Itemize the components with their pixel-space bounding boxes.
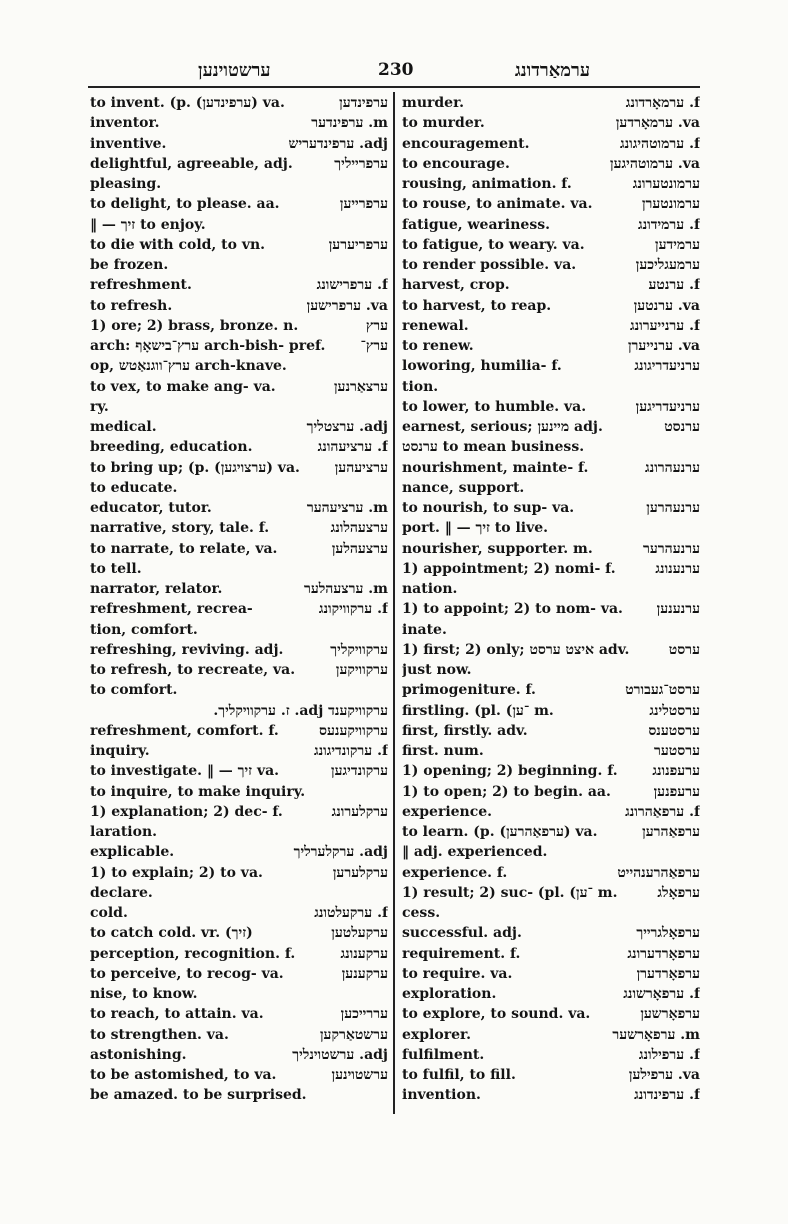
dictionary-line bbox=[90, 822, 388, 842]
dictionary-line bbox=[90, 296, 388, 316]
dictionary-line bbox=[402, 478, 700, 498]
dictionary-line bbox=[90, 1004, 388, 1024]
english-gloss: astonishing. bbox=[90, 1046, 187, 1063]
yiddish-headword: ערקלערונג bbox=[331, 803, 388, 820]
yiddish-headword: f. ערפילונג bbox=[638, 1046, 700, 1063]
yiddish-headword: ערמידען bbox=[655, 236, 700, 253]
dictionary-line bbox=[90, 397, 388, 417]
yiddish-headword: ערפאָלגרייך bbox=[636, 925, 700, 942]
dictionary-line bbox=[402, 194, 700, 214]
yiddish-headword: va. ערנייערן bbox=[627, 338, 700, 354]
dictionary-line bbox=[90, 761, 388, 781]
english-gloss: successful. adj. bbox=[402, 925, 522, 942]
dictionary-line bbox=[90, 863, 388, 883]
yiddish-headword: ערפינדען bbox=[339, 95, 388, 111]
english-gloss: to nourish, to sup- va. bbox=[402, 500, 575, 516]
dictionary-line bbox=[90, 174, 388, 194]
yiddish-headword: ערנעהרער bbox=[642, 540, 700, 557]
english-gloss: 1) first; 2) only; איצט ערסט adv. bbox=[402, 641, 630, 658]
english-gloss: to render possible. va. bbox=[402, 257, 577, 273]
english-gloss: to catch cold. vr. (זיך) bbox=[90, 925, 253, 942]
dictionary-line bbox=[90, 883, 388, 903]
english-gloss: 1) result; 2) suc- (pl. (־ען m. bbox=[402, 884, 618, 901]
running-head-left: ערשטוינען bbox=[198, 60, 271, 81]
english-gloss: refreshing, reviving. adj. bbox=[90, 641, 284, 658]
dictionary-line bbox=[90, 842, 388, 862]
yiddish-headword: m. ערצעהלער bbox=[303, 581, 388, 597]
english-gloss: to reach, to attain. va. bbox=[90, 1006, 264, 1023]
yiddish-headword: ערקענונג bbox=[340, 945, 388, 962]
dictionary-line bbox=[402, 761, 700, 781]
dictionary-line bbox=[402, 518, 700, 538]
yiddish-headword: ערסטלינג bbox=[649, 702, 700, 719]
english-gloss: fatigue, weariness. bbox=[402, 216, 550, 233]
dictionary-line bbox=[90, 1045, 388, 1065]
english-gloss: pleasing. bbox=[90, 176, 162, 192]
english-gloss: to murder. bbox=[402, 115, 485, 132]
english-gloss: cess. bbox=[402, 905, 441, 921]
yiddish-headword: adj. ערפינדעריש bbox=[288, 135, 388, 152]
dictionary-line bbox=[90, 741, 388, 761]
yiddish-headword: ערציעהען bbox=[334, 459, 388, 476]
dictionary-line bbox=[402, 903, 700, 923]
yiddish-headword: ערסטער bbox=[653, 743, 700, 759]
dictionary-line bbox=[90, 316, 388, 336]
english-gloss: primogeniture. f. bbox=[402, 682, 536, 699]
dictionary-line bbox=[90, 680, 388, 700]
dictionary-line bbox=[402, 802, 700, 822]
dictionary-line bbox=[402, 113, 700, 133]
dictionary-line bbox=[90, 377, 388, 397]
dictionary-line bbox=[90, 215, 388, 235]
dictionary-line bbox=[402, 701, 700, 721]
yiddish-headword: ערפרייליך bbox=[334, 155, 388, 172]
dictionary-line bbox=[90, 1065, 388, 1085]
english-gloss: to refresh. bbox=[90, 297, 173, 314]
dictionary-line bbox=[402, 336, 700, 356]
dictionary-line bbox=[90, 539, 388, 559]
yiddish-headword: ערסט־געבורט bbox=[625, 682, 700, 699]
dictionary-line bbox=[402, 944, 700, 964]
yiddish-headword: f. ערמאָרדונג bbox=[625, 95, 700, 111]
english-gloss: narrator, relator. bbox=[90, 581, 223, 597]
dictionary-line bbox=[90, 134, 388, 154]
dictionary-line bbox=[90, 417, 388, 437]
yiddish-headword: ערנענונג bbox=[655, 560, 700, 577]
dictionary-line bbox=[90, 701, 388, 721]
yiddish-headword: ערעפנען bbox=[653, 783, 700, 800]
dictionary-line bbox=[402, 883, 700, 903]
english-gloss: 1) to appoint; 2) to nom- va. bbox=[402, 601, 623, 618]
dictionary-line bbox=[90, 1085, 388, 1105]
yiddish-headword: ערקונדיגען bbox=[331, 763, 388, 780]
dictionary-line bbox=[402, 255, 700, 275]
yiddish-headword: adj. ערשטוינליך bbox=[292, 1046, 388, 1063]
yiddish-headword: ערניעדריגונג bbox=[634, 358, 700, 375]
english-gloss: experience. f. bbox=[402, 864, 508, 881]
english-gloss: cold. bbox=[90, 905, 128, 921]
right-column bbox=[402, 93, 700, 1106]
yiddish-headword: ערפריערען bbox=[328, 236, 388, 253]
dictionary-line bbox=[402, 1085, 700, 1105]
yiddish-headword: ערפאָרדערן bbox=[636, 965, 700, 982]
english-gloss: refreshment, recrea- bbox=[90, 601, 253, 618]
dictionary-line bbox=[402, 539, 700, 559]
english-gloss: nance, support. bbox=[402, 479, 525, 496]
english-gloss: inventive. bbox=[90, 135, 167, 152]
english-gloss: to bring up; (p. (ערצויגען) va. bbox=[90, 459, 300, 476]
english-gloss: delightful, agreeable, adj. bbox=[90, 155, 293, 172]
yiddish-headword: ערסטענס bbox=[648, 722, 700, 739]
english-gloss: 1) opening; 2) beginning. f. bbox=[402, 763, 618, 780]
yiddish-headword: ערצאַרנען bbox=[333, 378, 388, 395]
dictionary-line bbox=[90, 478, 388, 498]
english-gloss: rousing, animation. f. bbox=[402, 176, 572, 192]
dictionary-line bbox=[402, 599, 700, 619]
yiddish-headword: f. ערפאַהרונג bbox=[625, 803, 700, 820]
english-gloss: to inquire, to make inquiry. bbox=[90, 783, 306, 800]
yiddish-headword: ערקעלטען bbox=[331, 925, 388, 942]
yiddish-headword: ערניעדריגען bbox=[635, 398, 700, 415]
dictionary-line bbox=[90, 255, 388, 275]
yiddish-headword: ערנעהרען bbox=[646, 500, 700, 516]
dictionary-line bbox=[402, 721, 700, 741]
english-gloss: refreshment. bbox=[90, 277, 192, 294]
yiddish-headword: m. ערציעהער bbox=[306, 500, 388, 516]
dictionary-line bbox=[90, 1025, 388, 1045]
dictionary-line bbox=[402, 134, 700, 154]
english-gloss: ערנסט to mean business. bbox=[402, 439, 585, 456]
english-gloss: medical. bbox=[90, 419, 157, 435]
english-gloss: 1) explanation; 2) dec- f. bbox=[90, 803, 283, 820]
english-gloss: perception, recognition. f. bbox=[90, 945, 296, 962]
yiddish-headword: ערמעגליכען bbox=[635, 257, 700, 273]
dictionary-line bbox=[402, 1004, 700, 1024]
dictionary-line bbox=[90, 721, 388, 741]
dictionary-line bbox=[90, 903, 388, 923]
english-gloss: murder. bbox=[402, 95, 465, 111]
dictionary-line bbox=[402, 579, 700, 599]
english-gloss: to lower, to humble. va. bbox=[402, 398, 587, 415]
english-gloss: earnest, serious; מיינען adj. bbox=[402, 419, 603, 435]
page-number: 230 bbox=[378, 60, 414, 80]
english-gloss: refreshment, comfort. f. bbox=[90, 722, 279, 739]
yiddish-headword: עררייכען bbox=[340, 1006, 388, 1023]
page-header bbox=[88, 52, 700, 88]
english-gloss: to educate. bbox=[90, 479, 178, 496]
yiddish-headword: va. ערפילען bbox=[628, 1067, 700, 1083]
english-gloss: firstling. (pl. (־ען m. bbox=[402, 702, 554, 719]
dictionary-line bbox=[402, 741, 700, 761]
dictionary-line bbox=[90, 559, 388, 579]
yiddish-headword: ערפאָרדערונג bbox=[627, 945, 700, 962]
yiddish-headword: ערפרייען bbox=[339, 196, 388, 213]
english-gloss: educator, tutor. bbox=[90, 500, 212, 516]
yiddish-headword: ערקוויקענעס bbox=[319, 722, 388, 739]
dictionary-line bbox=[90, 498, 388, 518]
yiddish-headword: ערפאַהרענהייט bbox=[617, 864, 700, 881]
dictionary-line bbox=[402, 863, 700, 883]
dictionary-line bbox=[402, 984, 700, 1004]
yiddish-headword: ערנעהרונג bbox=[645, 459, 700, 476]
left-column bbox=[90, 93, 388, 1106]
english-gloss: explicable. bbox=[90, 844, 175, 861]
english-gloss: breeding, education. bbox=[90, 439, 253, 456]
yiddish-headword: ערץ bbox=[365, 317, 388, 334]
dictionary-line bbox=[90, 782, 388, 802]
dictionary-line bbox=[402, 842, 700, 862]
dictionary-line bbox=[402, 1065, 700, 1085]
dictionary-line bbox=[90, 113, 388, 133]
dictionary-line bbox=[402, 559, 700, 579]
dictionary-line bbox=[90, 579, 388, 599]
english-gloss: just now. bbox=[402, 662, 472, 678]
english-gloss: to renew. bbox=[402, 338, 474, 354]
english-gloss: tion, comfort. bbox=[90, 621, 198, 638]
english-gloss: to learn. (p. (ערפאַהרען) va. bbox=[402, 824, 598, 840]
dictionary-line bbox=[90, 923, 388, 943]
english-gloss: narrative, story, tale. f. bbox=[90, 520, 270, 537]
english-gloss: to perceive, to recog- va. bbox=[90, 965, 284, 982]
yiddish-headword: f. ערנטע bbox=[648, 277, 700, 294]
english-gloss: nourisher, supporter. m. bbox=[402, 540, 593, 557]
dictionary-line bbox=[402, 620, 700, 640]
english-gloss: op, ערץ־ווגנאַטש arch-knave. bbox=[90, 358, 287, 375]
dictionary-line bbox=[402, 822, 700, 842]
english-gloss: to rouse, to animate. va. bbox=[402, 196, 593, 213]
english-gloss: encouragement. bbox=[402, 135, 530, 152]
yiddish-headword: f. ערפינדונג bbox=[634, 1087, 700, 1104]
dictionary-line bbox=[402, 235, 700, 255]
dictionary-line bbox=[402, 458, 700, 478]
english-gloss: 1) to explain; 2) to va. bbox=[90, 864, 263, 881]
dictionary-line bbox=[90, 458, 388, 478]
english-gloss: to tell. bbox=[90, 560, 142, 577]
dictionary-line bbox=[402, 498, 700, 518]
dictionary-line bbox=[90, 802, 388, 822]
english-gloss: to fulfil, to fill. bbox=[402, 1067, 516, 1083]
yiddish-headword: va. ערפרישען bbox=[306, 297, 388, 314]
english-gloss: nise, to know. bbox=[90, 986, 198, 1002]
english-gloss: ‖ adj. experienced. bbox=[402, 844, 548, 861]
english-gloss: inate. bbox=[402, 621, 447, 638]
dictionary-line bbox=[90, 275, 388, 295]
yiddish-headword: f. ערמוטהיגונג bbox=[619, 135, 700, 152]
english-gloss: to narrate, to relate, va. bbox=[90, 540, 278, 557]
yiddish-headword: f. ערמידונג bbox=[637, 216, 700, 233]
yiddish-headword: ערצעהלונג bbox=[330, 520, 388, 537]
english-gloss: be amazed. to be surprised. bbox=[90, 1087, 307, 1104]
yiddish-headword: ערקוויקליך bbox=[330, 641, 388, 658]
english-gloss: 1) ore; 2) brass, bronze. n. bbox=[90, 317, 299, 334]
yiddish-headword: adj. ערצטליך bbox=[306, 419, 388, 435]
english-gloss: requirement. f. bbox=[402, 945, 521, 962]
dictionary-line bbox=[90, 154, 388, 174]
english-gloss: to be astomished, to va. bbox=[90, 1067, 277, 1083]
dictionary-line bbox=[402, 660, 700, 680]
yiddish-headword: ערעפנונג bbox=[652, 763, 700, 780]
yiddish-headword: adj. ערקלערליך bbox=[293, 844, 388, 861]
dictionary-line bbox=[90, 660, 388, 680]
english-gloss: to strengthen. va. bbox=[90, 1026, 229, 1043]
dictionary-line bbox=[402, 417, 700, 437]
dictionary-line bbox=[402, 154, 700, 174]
yiddish-headword: ערשטאַרקען bbox=[319, 1026, 388, 1043]
yiddish-headword: f. ערפאָרשונג bbox=[623, 986, 700, 1002]
english-gloss: to explore, to sound. va. bbox=[402, 1006, 591, 1023]
english-gloss: to die with cold, to vn. bbox=[90, 236, 266, 253]
yiddish-headword: ערקענען bbox=[341, 965, 388, 982]
yiddish-headword: ערץ־ bbox=[360, 338, 388, 354]
yiddish-headword: ערנענען bbox=[656, 601, 700, 618]
english-gloss: first. num. bbox=[402, 743, 484, 759]
yiddish-headword: va. ערמאָרדען bbox=[615, 115, 700, 132]
dictionary-line bbox=[402, 356, 700, 376]
english-gloss: first, firstly. adv. bbox=[402, 722, 528, 739]
yiddish-headword: f. ערקעלטונג bbox=[314, 905, 388, 921]
english-gloss: experience. bbox=[402, 803, 493, 820]
english-gloss: inquiry. bbox=[90, 743, 150, 759]
english-gloss: inventor. bbox=[90, 115, 160, 132]
dictionary-line bbox=[90, 356, 388, 376]
dictionary-line bbox=[402, 397, 700, 417]
english-gloss: harvest, crop. bbox=[402, 277, 510, 294]
english-gloss: to refresh, to recreate, va. bbox=[90, 662, 296, 678]
english-gloss: tion. bbox=[402, 378, 439, 395]
dictionary-line bbox=[402, 640, 700, 660]
running-head-right: ערמאַרדונג bbox=[514, 60, 590, 81]
yiddish-headword: f. ערקונדיגונג bbox=[314, 743, 388, 759]
english-gloss: to invent. (p. (ערפינדען) va. bbox=[90, 95, 285, 111]
yiddish-headword: ערפאַהרען bbox=[642, 824, 700, 840]
dictionary-line bbox=[90, 599, 388, 619]
english-gloss: 1) appointment; 2) nomi- f. bbox=[402, 560, 616, 577]
dictionary-line bbox=[90, 964, 388, 984]
english-gloss: fulfilment. bbox=[402, 1046, 485, 1063]
english-gloss: renewal. bbox=[402, 317, 469, 334]
english-gloss: ‖ — זיך to enjoy. bbox=[90, 216, 206, 233]
dictionary-line bbox=[90, 640, 388, 660]
dictionary-line bbox=[402, 964, 700, 984]
yiddish-headword: va. ערנטען bbox=[633, 297, 700, 314]
english-gloss: to fatigue, to weary. va. bbox=[402, 236, 585, 253]
yiddish-headword: ערפאָלג bbox=[657, 884, 700, 901]
yiddish-headword: ערשטוינען bbox=[331, 1067, 388, 1083]
english-gloss: port. ‖ — זיך to live. bbox=[402, 520, 549, 537]
dictionary-line bbox=[402, 174, 700, 194]
english-gloss: to harvest, to reap. bbox=[402, 297, 552, 314]
english-gloss: laration. bbox=[90, 824, 158, 840]
yiddish-headword: ערפאָרשען bbox=[640, 1006, 700, 1023]
dictionary-line bbox=[90, 194, 388, 214]
dictionary-line bbox=[402, 782, 700, 802]
yiddish-headword: ערצעהלען bbox=[331, 540, 388, 557]
dictionary-line bbox=[402, 93, 700, 113]
dictionary-line bbox=[90, 984, 388, 1004]
yiddish-headword: ערקוויקענד adj. ז. ערקוויקליך. bbox=[213, 702, 388, 719]
english-gloss: nation. bbox=[402, 581, 458, 597]
yiddish-headword: ערמונטערונג bbox=[632, 176, 700, 192]
yiddish-headword: ערמונטערן bbox=[641, 196, 700, 213]
english-gloss: to delight, to please. aa. bbox=[90, 196, 280, 213]
english-gloss: to comfort. bbox=[90, 682, 178, 699]
english-gloss: declare. bbox=[90, 884, 153, 901]
english-gloss: to vex, to make ang- va. bbox=[90, 378, 276, 395]
yiddish-headword: f. ערנייערונג bbox=[629, 317, 700, 334]
english-gloss: 1) to open; 2) to begin. aa. bbox=[402, 783, 611, 800]
english-gloss: invention. bbox=[402, 1087, 481, 1104]
column-divider bbox=[393, 92, 395, 1114]
dictionary-line bbox=[90, 437, 388, 457]
english-gloss: to investigate. ‖ — זיך va. bbox=[90, 763, 280, 780]
dictionary-line bbox=[402, 275, 700, 295]
english-gloss: ry. bbox=[90, 398, 109, 415]
dictionary-line bbox=[402, 437, 700, 457]
dictionary-line bbox=[402, 215, 700, 235]
dictionary-line bbox=[402, 377, 700, 397]
dictionary-line bbox=[90, 620, 388, 640]
dictionary-line bbox=[402, 1045, 700, 1065]
yiddish-headword: va. ערמוטהיגען bbox=[610, 155, 700, 172]
english-gloss: arch: ערץ־בישאָף arch-bish- pref. bbox=[90, 338, 326, 354]
yiddish-headword: ערסט bbox=[668, 641, 700, 658]
dictionary-line bbox=[402, 1025, 700, 1045]
english-gloss: be frozen. bbox=[90, 257, 169, 273]
yiddish-headword: f. ערפרישונג bbox=[316, 277, 388, 294]
yiddish-headword: ערנסט bbox=[664, 419, 700, 435]
english-gloss: to require. va. bbox=[402, 965, 513, 982]
dictionary-line bbox=[402, 316, 700, 336]
english-gloss: exploration. bbox=[402, 986, 497, 1002]
dictionary-line bbox=[402, 296, 700, 316]
english-gloss: nourishment, mainte- f. bbox=[402, 459, 589, 476]
yiddish-headword: m. ערפינדער bbox=[311, 115, 388, 132]
dictionary-line bbox=[90, 235, 388, 255]
yiddish-headword: m. ערפאָרשער bbox=[612, 1026, 700, 1043]
dictionary-line bbox=[90, 944, 388, 964]
english-gloss: loworing, humilia- f. bbox=[402, 358, 562, 375]
english-gloss: explorer. bbox=[402, 1026, 471, 1043]
dictionary-line bbox=[90, 336, 388, 356]
dictionary-line bbox=[90, 518, 388, 538]
yiddish-headword: f. ערקוויקונג bbox=[318, 601, 388, 618]
yiddish-headword: ערקלערען bbox=[332, 864, 388, 881]
yiddish-headword: ערקוויקען bbox=[335, 662, 388, 678]
yiddish-headword: f. ערציעהונג bbox=[317, 439, 388, 456]
dictionary-line bbox=[402, 923, 700, 943]
dictionary-line bbox=[90, 93, 388, 113]
dictionary-line bbox=[402, 680, 700, 700]
english-gloss: to encourage. bbox=[402, 155, 510, 172]
